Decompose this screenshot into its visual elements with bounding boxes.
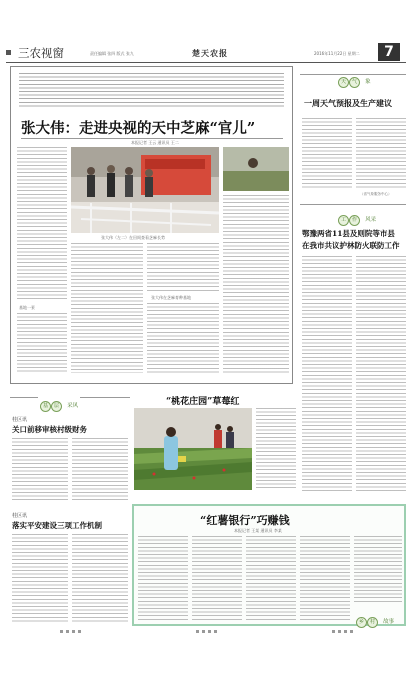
grassroots-badge (38, 392, 80, 412)
item1-headline: 关口前移审核村级财务 (12, 425, 87, 434)
strawberry-photo (134, 408, 252, 490)
item1-body-left (12, 438, 68, 500)
feature-headline: “红薯银行”巧赚钱 (200, 514, 290, 527)
weather-body-right (356, 118, 406, 188)
section-marker (6, 50, 11, 55)
feature-col-5 (354, 536, 402, 602)
item2-headline: 落实平安建设三项工作机制 (12, 521, 102, 530)
photo-caption-1: 张大伟（左二）在田间查看芝麻长势 (101, 235, 165, 240)
main-body-col1 (17, 147, 67, 302)
work-badge-suffix: 风采 (365, 217, 377, 223)
item1-body-right (72, 438, 128, 500)
feature-badge-char-2: 村 (367, 617, 378, 628)
work-badge-char-1: 工 (338, 215, 349, 226)
feature-badge (356, 608, 394, 628)
page-number: 7 (384, 44, 394, 60)
footer-ornament-right (332, 630, 356, 633)
grassroots-badge-char-2: 层 (51, 401, 62, 412)
header-rule (6, 62, 406, 63)
main-body-col4 (223, 195, 289, 373)
headline-rule (21, 138, 283, 139)
work-rule (300, 204, 406, 205)
main-article (10, 66, 293, 384)
weather-headline: 一周天气预报及生产建议 (304, 98, 392, 108)
feature-story (132, 504, 406, 626)
feature-badge-suffix: 故事 (383, 619, 395, 625)
weather-badge-char-1: 天 (338, 77, 349, 88)
photo-caption-2: 张大伟在芝麻育种基地 (151, 295, 191, 300)
main-headline: 张大伟：走进央视的天中芝麻“官儿” (21, 120, 256, 137)
work-badge (338, 206, 376, 226)
footer-ornament-left (60, 630, 84, 633)
grassroots-column (10, 392, 130, 626)
weather-body-left (302, 118, 352, 188)
lead-paragraph (19, 73, 284, 109)
feature-col-3 (246, 536, 296, 622)
weather-column (300, 66, 406, 202)
section-title: 三农视窗 (18, 46, 64, 60)
item2-body-left (12, 534, 68, 624)
work-body-right (356, 256, 406, 492)
main-byline: 本报记者 王云 通讯员 王二 (131, 140, 179, 145)
editor-note: 责任编辑 张四 版式 张九 (90, 51, 134, 56)
weather-badge-suffix: 象 (365, 79, 371, 85)
masthead-logo: 楚天农报 (192, 48, 228, 58)
feature-byline: 本报记者 王某 通讯员 李某 (234, 528, 282, 533)
date-line: 2016年11月22日 星期二 (314, 51, 360, 56)
photo-story-headline: “桃花庄园”草莓红 (166, 397, 240, 407)
side-photo-top (223, 147, 289, 191)
work-column (300, 204, 406, 494)
grassroots-badge-char-1: 基 (40, 401, 51, 412)
main-body-col1b (17, 313, 67, 373)
main-body-col3 (147, 243, 219, 293)
item2-body-right (72, 534, 128, 624)
photo-story-text (256, 408, 296, 490)
weather-badge-char-2: 气 (349, 77, 360, 88)
item2-kicker: 桂区讯 (12, 513, 28, 519)
item1-kicker: 桂区讯 (12, 417, 28, 423)
page-number-box (378, 43, 400, 61)
weather-footer-note: （省气象服务中心） (360, 192, 392, 196)
weather-rule (300, 74, 406, 75)
work-badge-char-2: 作 (349, 215, 360, 226)
photo-story (134, 392, 296, 496)
grassroots-badge-suffix: 采风 (67, 403, 79, 409)
work-body-left (302, 256, 352, 492)
feature-col-1 (138, 536, 188, 622)
feature-col-4 (300, 536, 350, 622)
footer-ornament-mid (196, 630, 220, 633)
feature-col-2 (192, 536, 242, 622)
photo-caption-3: 基地一景 (19, 305, 35, 310)
main-body-col3b (147, 303, 219, 373)
main-body-col2 (71, 243, 143, 373)
page-header (6, 45, 406, 63)
work-headline-line1: 鄂豫两省11县及则院等市县 (302, 229, 395, 238)
weather-badge (338, 68, 371, 88)
feature-badge-char-1: 乡 (356, 617, 367, 628)
main-photo (71, 147, 219, 233)
work-headline-line2: 在我市共议护林防火联防工作 (302, 241, 400, 250)
